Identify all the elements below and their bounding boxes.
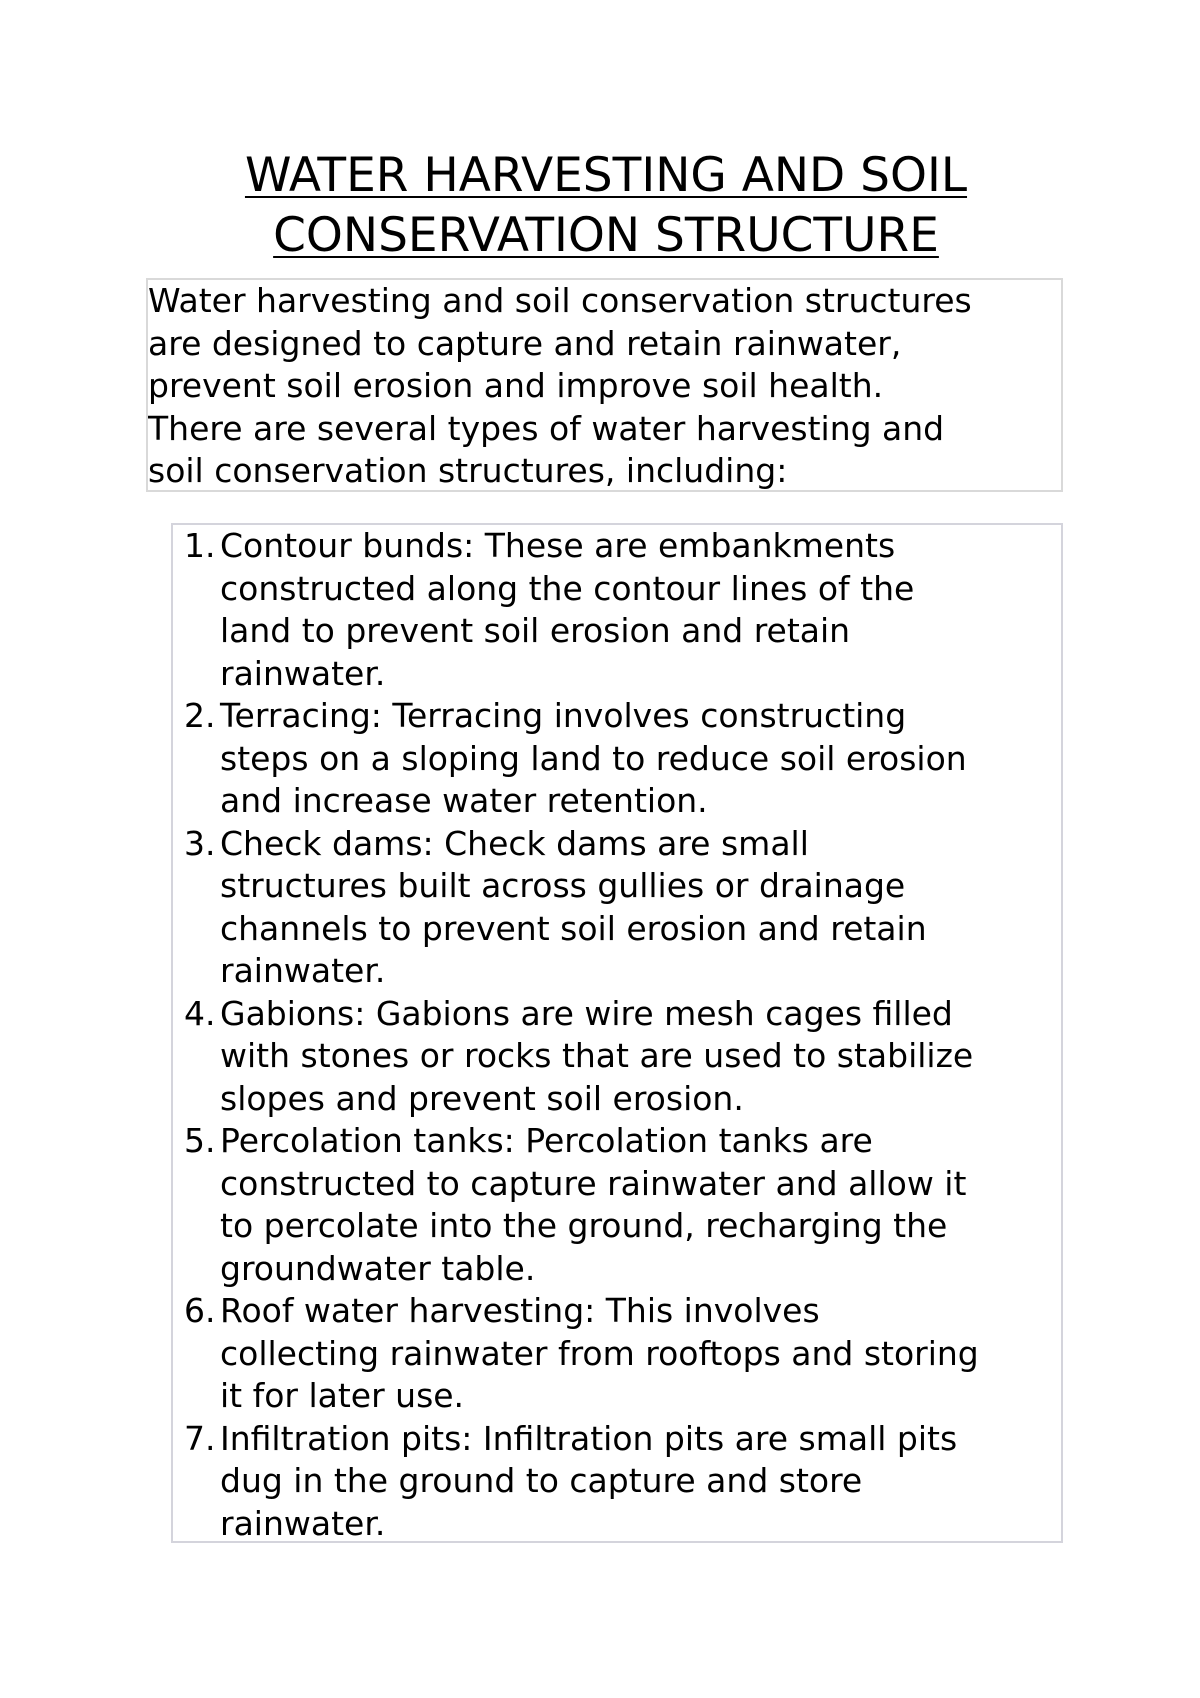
list-item-line: constructed to capture rainwater and allow it [220, 1163, 967, 1203]
list-item-line: Check dams: Check dams are small [220, 823, 809, 863]
list-item-number: 4. [184, 993, 216, 1033]
list-item-line: Roof water harvesting: This involves [220, 1291, 820, 1330]
list-item-line: collecting rainwater from rooftops and storing [220, 1333, 979, 1373]
list-item [173, 695, 1061, 823]
intro-text-box [146, 278, 1063, 492]
list-item [173, 993, 1061, 1121]
list-item-number: 2. [184, 696, 216, 735]
list-item [173, 823, 1061, 993]
list-item-line: and increase water retention. [220, 781, 708, 820]
list-item-line: rainwater. [220, 951, 386, 990]
title-line-2: CONSERVATION STRUCTURE [273, 208, 939, 263]
title-line-1: WATER HARVESTING AND SOIL [244, 148, 968, 203]
list-item [173, 1120, 1061, 1290]
list-item-line: constructed along the contour lines of the [220, 568, 915, 608]
list-item-line: slopes and prevent soil erosion. [220, 1078, 744, 1118]
list-item-line: Gabions: Gabions are wire mesh cages filled [220, 993, 953, 1033]
intro-line: There are several types of water harvesting and [148, 408, 945, 448]
list-item [173, 1418, 1061, 1544]
list-item-line: with stones or rocks that are used to stabilize [220, 1036, 974, 1075]
list-item-line: land to prevent soil erosion and retain [220, 611, 851, 650]
list-item-line: channels to prevent soil erosion and retain [220, 908, 927, 948]
structures-list [173, 525, 1061, 1543]
list-item-line: Terracing: Terracing involves constructing [220, 696, 907, 735]
list-item-number: 6. [184, 1291, 216, 1330]
list-item [173, 525, 1061, 695]
list-item-line: Infiltration pits: Infiltration pits are small pits [220, 1418, 958, 1458]
intro-line: soil conservation structures, including: [148, 451, 788, 490]
list-item-line: to percolate into the ground, recharging the [220, 1206, 948, 1245]
list-item-line: dug in the ground to capture and store [220, 1461, 863, 1500]
list-item-number: 5. [184, 1121, 216, 1160]
list-item-line: steps on a sloping land to reduce soil erosion [220, 738, 967, 778]
list-item-number: 3. [184, 823, 216, 863]
document-title [146, 146, 1066, 266]
list-item-line: Percolation tanks: Percolation tanks are [220, 1121, 873, 1160]
list-item-line: rainwater. [220, 1503, 386, 1543]
list-item-line: structures built across gullies or drainage [220, 866, 906, 905]
structures-list-box [171, 523, 1063, 1543]
list-item-number: 1. [184, 526, 216, 565]
intro-line: prevent soil erosion and improve soil health. [148, 366, 884, 405]
intro-line: Water harvesting and soil conservation structures [148, 281, 972, 320]
list-item-line: groundwater table. [220, 1248, 536, 1288]
list-item-line: Contour bunds: These are embankments [220, 526, 896, 565]
intro-line: are designed to capture and retain rainwater, [148, 323, 902, 363]
list-item [173, 1290, 1061, 1418]
list-item-line: rainwater. [220, 653, 386, 693]
list-item-number: 7. [184, 1418, 216, 1458]
list-item-line: it for later use. [220, 1376, 465, 1415]
